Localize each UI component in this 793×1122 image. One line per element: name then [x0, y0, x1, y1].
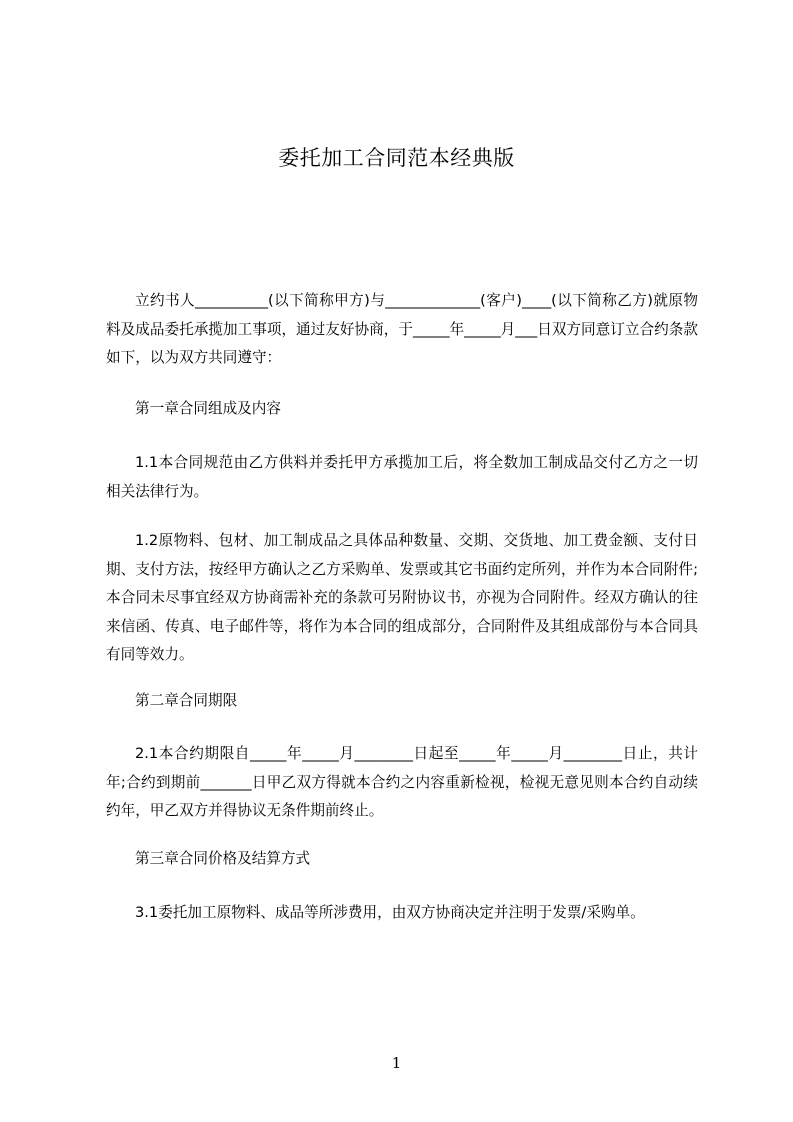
chapter-1-heading: 第一章合同组成及内容 — [135, 400, 281, 417]
clause-3-1: 3.1委托加工原物料、成品等所涉费用，由双方协商决定并注明于发票/采购单。 — [135, 904, 645, 921]
clause-2-1: 2.1本合约期限自_____年_____月________日起至_____年_____月________日止，共计年;合约到期前_______日甲乙双方得就本合约之内容重新检视，检视无意见则本合约自动续约年，甲乙双方并得协议无条件期前终止。 — [106, 745, 698, 819]
document-title: 委托加工合同范本经典版 — [278, 146, 515, 170]
chapter-2-heading: 第二章合同期限 — [135, 692, 238, 709]
page-number: 1 — [391, 1054, 402, 1072]
clause-1-2: 1.2原物料、包材、加工制成品之具体品种数量、交期、交货地、加工费金额、支付日期、支付方法，按经甲方确认之乙方采购单、发票或其它书面约定所列，并作为本合同附件;本合同未尽事宜经双方协商需补充的条款可另附协议书，亦视为合同附件。经双方确认的往来信函、传真、电子邮件等，将作为本合同的组成部分，合同附件及其组成部份与本合同具有同等效力。 — [106, 532, 698, 663]
intro-paragraph: 立约书人__________(以下简称甲方)与_____________(客户)____(以下简称乙方)就原物料及成品委托承揽加工事项，通过友好协商，于_____年_____月___日双方同意订立合约条款如下，以为双方共同遵守： — [106, 292, 698, 366]
chapter-3-heading: 第三章合同价格及结算方式 — [135, 850, 311, 867]
clause-1-1: 1.1本合同规范由乙方供料并委托甲方承揽加工后，将全数加工制成品交付乙方之一切相关法律行为。 — [106, 454, 698, 500]
